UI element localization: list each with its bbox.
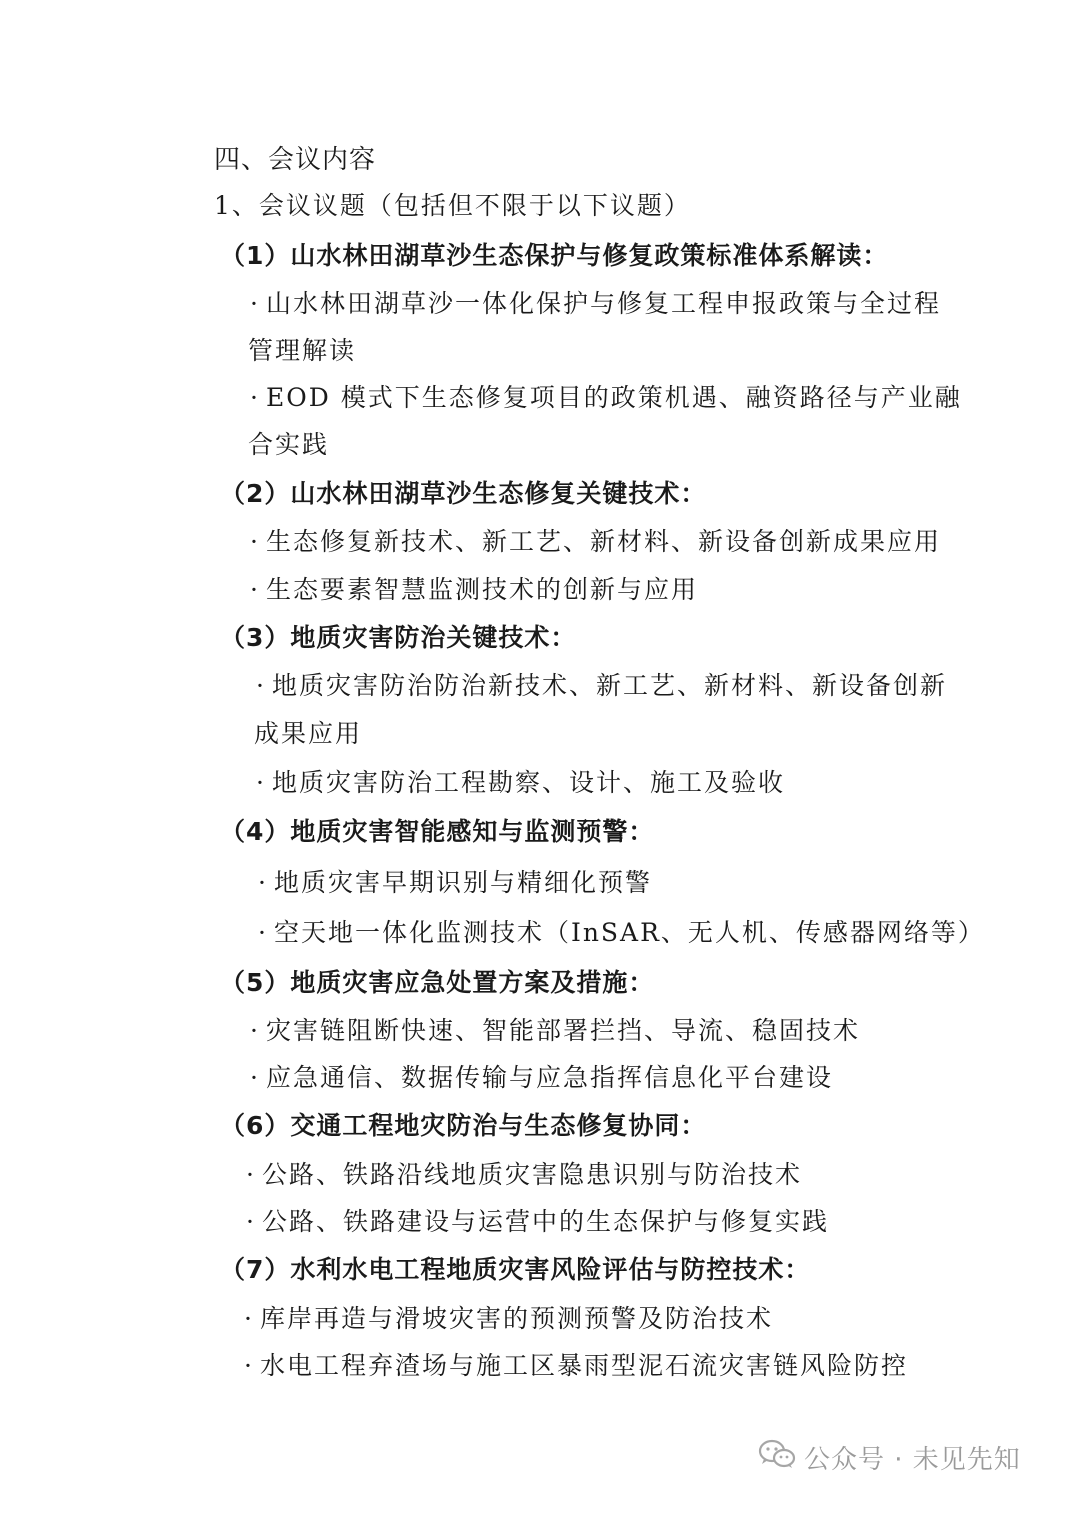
list-item	[250, 1014, 860, 1048]
topic-2-title: （2）山水林田湖草沙生态修复关键技术：	[220, 479, 707, 508]
list-item	[250, 525, 941, 559]
list-item	[250, 381, 962, 415]
bullet: ·	[256, 671, 266, 700]
item-text: 地质灾害防治防治新技术、新工艺、新材料、新设备创新	[271, 671, 947, 700]
item-text: 公路、铁路沿线地质灾害隐患识别与防治技术	[261, 1160, 802, 1189]
bullet: ·	[246, 1207, 256, 1236]
item-text: 山水林田湖草沙一体化保护与修复工程申报政策与全过程	[265, 289, 941, 318]
item-text: 水电工程弃渣场与施工区暴雨型泥石流灾害链风险防控	[259, 1351, 908, 1380]
list-item	[250, 1061, 833, 1095]
item-text-continued: 成果应用	[254, 719, 363, 748]
item-text: 库岸再造与滑坡灾害的预测预警及防治技术	[259, 1304, 773, 1333]
item-text-continued: 管理解读	[248, 336, 357, 365]
item-text: EOD 模式下生态修复项目的政策机遇、融资路径与产业融	[265, 383, 962, 412]
section-heading: 四、会议内容	[214, 145, 377, 175]
item-text-continued: 合实践	[248, 430, 330, 459]
bullet: ·	[256, 768, 266, 797]
bullet: ·	[250, 383, 260, 412]
list-item	[258, 916, 985, 950]
item-text: 公路、铁路建设与运营中的生态保护与修复实践	[261, 1207, 829, 1236]
topic-6-title: （6）交通工程地灾防治与生态修复协同：	[220, 1111, 707, 1140]
bullet: ·	[250, 289, 260, 318]
bullet: ·	[244, 1304, 254, 1333]
list-item	[250, 573, 698, 607]
item-text: 生态修复新技术、新工艺、新材料、新设备创新成果应用	[265, 527, 941, 556]
topic-5-title: （5）地质灾害应急处置方案及措施：	[220, 968, 655, 997]
item-text: 地质灾害防治工程勘察、设计、施工及验收	[271, 768, 785, 797]
topic-7-title: （7）水利水电工程地质灾害风险评估与防控技术：	[220, 1255, 811, 1284]
wechat-icon	[758, 1438, 804, 1477]
list-item	[256, 766, 785, 800]
list-item	[246, 1158, 802, 1192]
bullet: ·	[258, 868, 268, 897]
list-item	[246, 1205, 829, 1239]
bullet: ·	[250, 1016, 260, 1045]
list-item	[244, 1302, 773, 1336]
list-item	[244, 1349, 908, 1383]
topic-3-title: （3）地质灾害防治关键技术：	[220, 623, 577, 652]
bullet: ·	[250, 527, 260, 556]
list-item	[258, 866, 652, 900]
bullet: ·	[258, 918, 268, 947]
bullet: ·	[250, 1063, 260, 1092]
list-item	[250, 287, 941, 321]
item-text: 生态要素智慧监测技术的创新与应用	[265, 575, 698, 604]
item-text: 灾害链阻断快速、智能部署拦挡、导流、稳固技术	[265, 1016, 860, 1045]
item-text: 空天地一体化监测技术（InSAR、无人机、传感器网络等）	[273, 918, 985, 947]
list-item	[256, 669, 947, 703]
item-text: 应急通信、数据传输与应急指挥信息化平台建设	[265, 1063, 833, 1092]
topics-intro: 1、会议议题（包括但不限于以下议题）	[214, 191, 691, 220]
topic-4-title: （4）地质灾害智能感知与监测预警：	[220, 817, 655, 846]
bullet: ·	[244, 1351, 254, 1380]
topic-1-title: （1）山水林田湖草沙生态保护与修复政策标准体系解读：	[220, 241, 889, 270]
watermark	[758, 1437, 1021, 1477]
bullet: ·	[250, 575, 260, 604]
watermark-text: 公众号 · 未见先知	[804, 1444, 1021, 1475]
bullet: ·	[246, 1160, 256, 1189]
item-text: 地质灾害早期识别与精细化预警	[273, 868, 652, 897]
